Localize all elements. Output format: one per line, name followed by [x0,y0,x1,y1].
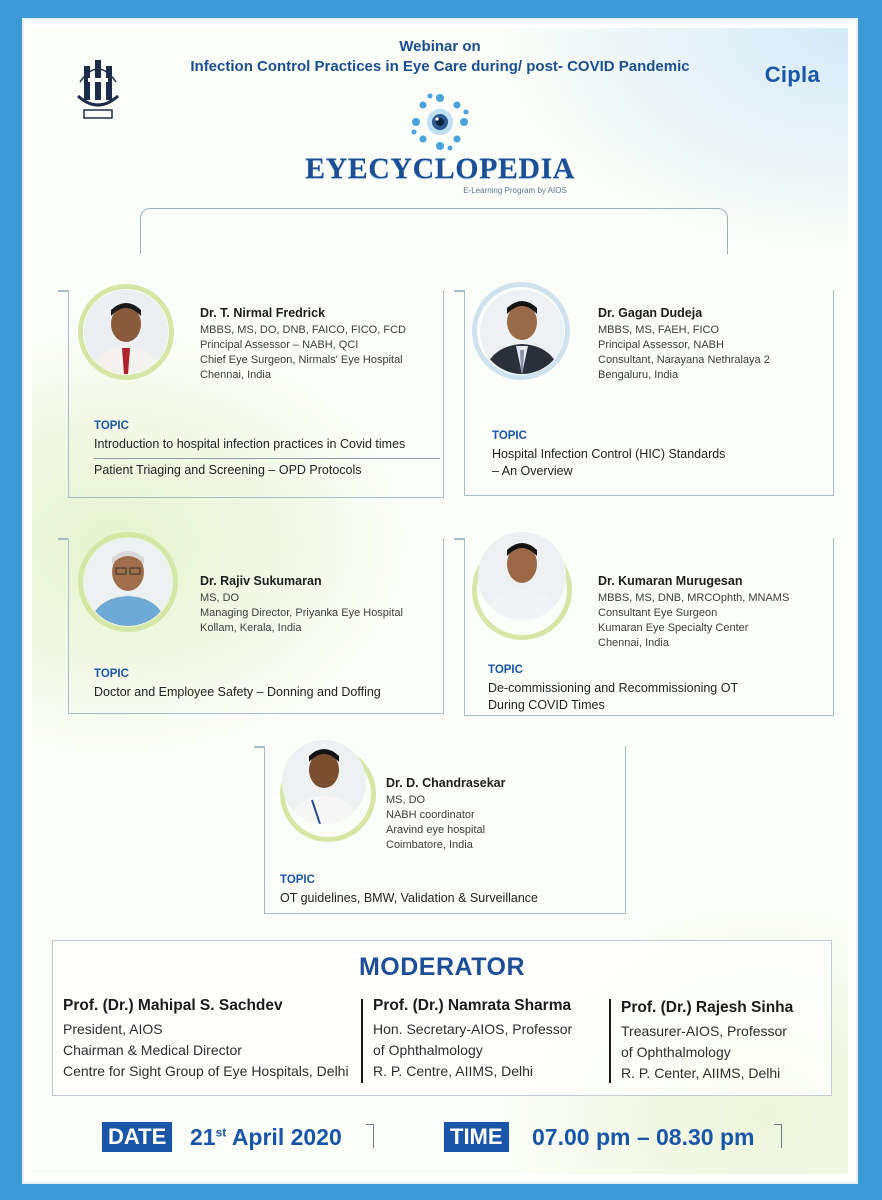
moderator-divider [361,999,363,1083]
speaker-details: MBBS, MS, DO, DNB, FAICO, FICO, FCD Principal Assessor – NABH, QCI Chief Eye Surgeon, Nirmals' Eye Hospital Chennai, India [200,324,406,381]
moderator-name: Prof. (Dr.) Rajesh Sinha [621,999,794,1016]
speaker-details: MBBS, MS, FAEH, FICO Principal Assessor, NABH Consultant, Narayana Nethralaya 2 Bengaluru, India [598,324,770,381]
moderator-details: Hon. Secretary-AIOS, Professor of Ophthalmology R. P. Centre, AIIMS, Delhi [373,1021,573,1079]
speaker-name: Dr. Rajiv Sukumaran [200,574,322,588]
speaker-details: MS, DO NABH coordinator Aravind eye hospital Coimbatore, India [386,794,486,851]
date-label: DATE [102,1122,172,1152]
webinar-title-line1: Webinar on [399,38,481,55]
topic-text: During COVID Times [488,698,605,712]
time-bracket [774,1124,782,1148]
moderator-panel [52,940,832,1096]
topic-label: TOPIC [94,668,129,680]
topic-text: Doctor and Employee Safety – Donning and Doffing [94,685,381,699]
topic-label: TOPIC [280,874,315,886]
speaker-photo [84,290,168,374]
time-value: 07.00 pm – 08.30 pm [532,1124,755,1150]
topic-label: TOPIC [492,430,527,442]
eyecyclopedia-brand [32,90,848,195]
cipla-logo: Cipla [764,62,820,87]
topic-text: De-commissioning and Recommissioning OT [488,681,739,695]
moderator-divider [609,999,611,1083]
topic-divider [94,458,440,459]
poster [22,18,858,1184]
brand-tagline: E-Learning Program by AIOS [463,186,567,195]
moderator-heading: MODERATOR [358,953,526,981]
topic-text: OT guidelines, BMW, Validation & Surveillance [280,891,538,905]
poster-background [32,28,848,1174]
topic-text: – An Overview [492,464,573,478]
title-frame [140,208,728,254]
moderator-name: Prof. (Dr.) Namrata Sharma [373,997,572,1014]
topic-text: Patient Triaging and Screening – OPD Protocols [94,463,362,477]
date-value: 21st April 2020 [190,1124,342,1150]
speaker-photo [478,532,566,620]
speaker-name: Dr. D. Chandrasekar [386,776,506,790]
time-label: TIME [444,1122,509,1152]
eye-logo-icon [408,90,472,154]
moderator-details: President, AIOS Chairman & Medical Director Centre for Sight Group of Eye Hospitals, Delhi [63,1021,349,1079]
speaker-name: Dr. Kumaran Murugesan [598,574,743,588]
speaker-photo [84,538,172,626]
date-bracket [366,1124,374,1148]
topic-label: TOPIC [488,664,523,676]
topic-text: Hospital Infection Control (HIC) Standards [492,447,726,461]
webinar-title: Infection Control Practices in Eye Care during/ post- COVID Pandemic [190,58,690,75]
moderator-name: Prof. (Dr.) Mahipal S. Sachdev [63,997,283,1014]
speaker-details: MS, DO Managing Director, Priyanka Eye Hospital Kollam, Kerala, India [200,592,403,634]
speaker-details: MBBS, MS, DNB, MRCOphth, MNAMS Consultant Eye Surgeon Kumaran Eye Specialty Center Chennai, India [598,592,790,649]
topic-label: TOPIC [94,420,129,432]
speaker-name: Dr. Gagan Dudeja [598,306,703,320]
moderator-details: Treasurer-AIOS, Professor of Ophthalmology R. P. Center, AIIMS, Delhi [621,1023,787,1081]
speaker-photo [480,290,564,374]
topic-text: Introduction to hospital infection practices in Covid times [94,437,406,451]
speaker-photo [282,740,366,824]
speaker-name: Dr. T. Nirmal Fredrick [200,306,326,320]
brand-name: EYECYCLOPEDIA [305,152,575,185]
